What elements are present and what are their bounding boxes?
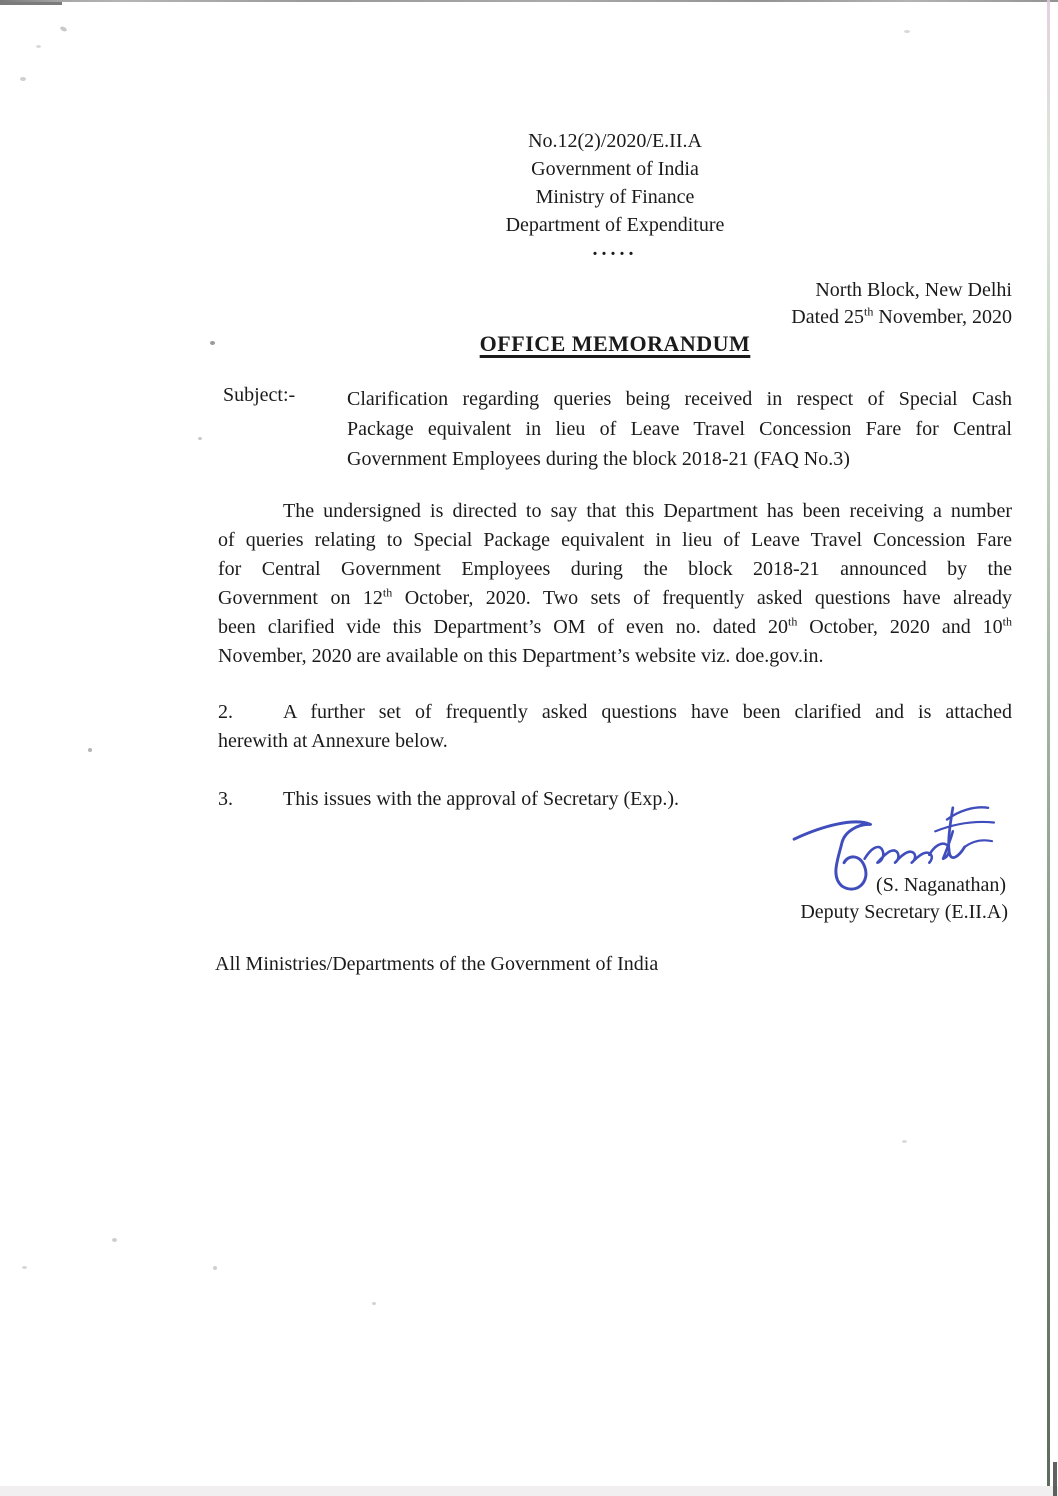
subject-line: Package equivalent in lieu of Leave Travel Concession Fare for Central xyxy=(347,418,1012,440)
scan-speck xyxy=(20,77,26,81)
para-number: 2. xyxy=(218,701,233,723)
scan-speck xyxy=(213,1266,217,1270)
scan-speck xyxy=(22,1266,27,1269)
body-paragraph-2 xyxy=(218,698,1012,756)
scan-artifact-top-edge xyxy=(0,0,1058,2)
body-line: of queries relating to Special Package equivalent in lieu of Leave Travel Concession Fare xyxy=(218,529,1012,551)
memo-heading: OFFICE MEMORANDUM xyxy=(479,331,751,356)
scan-speck xyxy=(88,748,92,752)
addressee-line: All Ministries/Departments of the Government of India xyxy=(215,953,659,975)
body-line: 3. This issues with the approval of Secretary (Exp.). xyxy=(218,785,1012,814)
body-line: The undersigned is directed to say that this Department has been receiving a number xyxy=(283,500,1012,522)
scan-artifact-bottom-band xyxy=(0,1486,1058,1496)
body-line: November, 2020 are available on this Department’s website viz. doe.gov.in. xyxy=(218,645,824,667)
place-line: North Block, New Delhi xyxy=(815,279,1012,301)
subject-line: Government Employees during the block 2018-21 (FAQ No.3) xyxy=(347,448,850,470)
subject-line: Clarification regarding queries being received in respect of Special Cash xyxy=(347,388,1012,410)
scan-speck xyxy=(902,1140,907,1143)
signatory-title: Deputy Secretary (E.II.A) xyxy=(800,901,1008,923)
para-number: 3. xyxy=(218,788,233,810)
scan-artifact-corner-mark xyxy=(1053,1462,1057,1496)
body-line: Government on 12th October, 2020. Two sets of frequently asked questions have already xyxy=(218,585,1012,609)
org-line-department: Department of Expenditure xyxy=(505,214,725,236)
scan-speck xyxy=(904,30,910,33)
scan-speck xyxy=(59,26,67,33)
body-paragraph-1 xyxy=(218,497,1012,671)
scan-speck xyxy=(36,45,41,48)
date-superscript: th xyxy=(864,304,874,319)
scan-speck xyxy=(112,1238,117,1242)
scan-artifact-right-edge xyxy=(1047,0,1050,1496)
date-line: Dated 25th November, 2020 xyxy=(791,304,1012,328)
scan-artifact-top-dash xyxy=(0,2,62,5)
body-line: been clarified vide this Department’s OM of even no. dated 20th October, 2020 and 10th xyxy=(218,614,1012,638)
signatory-name: (S. Naganathan) xyxy=(876,874,1006,896)
body-line: for Central Government Employees during the block 2018-21 announced by the xyxy=(218,558,1012,580)
subject-text xyxy=(347,384,1012,474)
subject-label: Subject:- xyxy=(223,384,296,406)
dots-separator: ..... xyxy=(592,238,638,260)
org-line-ministry: Ministry of Finance xyxy=(535,186,695,208)
body-line: herewith at Annexure below. xyxy=(218,730,448,752)
body-line: 2. A further set of frequently asked questions have been clarified and is attached xyxy=(218,698,1012,727)
org-line-government: Government of India xyxy=(531,158,699,180)
reference-number: No.12(2)/2020/E.II.A xyxy=(528,130,702,152)
scan-speck xyxy=(372,1302,376,1305)
scan-speck xyxy=(210,341,215,345)
scan-speck xyxy=(198,437,202,440)
